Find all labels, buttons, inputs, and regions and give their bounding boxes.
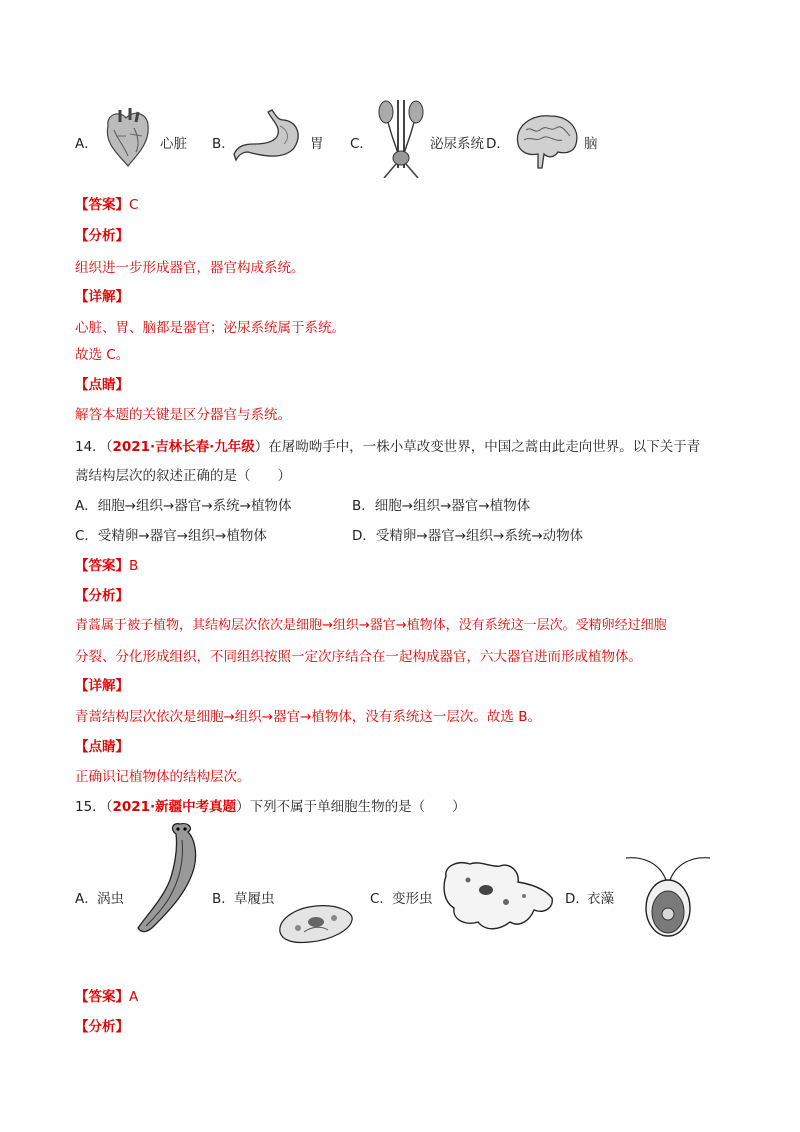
heart-icon	[100, 106, 156, 170]
q14-analysis-line2: 分裂、分化形成组织，不同组织按照一定次序结合在一起构成器官，六大器官进而形成植物体。	[75, 649, 642, 665]
option-a-text: 心脏	[160, 136, 187, 152]
option-a-letter: A．	[75, 136, 98, 152]
q13-answer-row	[75, 193, 138, 213]
q15-answer-row	[75, 985, 138, 1005]
q14-source-open: （	[105, 439, 113, 455]
answer-label: 【答案】	[75, 197, 129, 213]
q13-detail-label: 【详解】	[75, 289, 129, 305]
stomach-icon	[232, 106, 306, 164]
q14-stem-line2: 蒿结构层次的叙述正确的是（ ）	[75, 468, 291, 484]
q14-detail-label: 【详解】	[75, 678, 129, 694]
q13-analysis-text: 组织进一步形成器官，器官构成系统。	[75, 260, 305, 276]
answer-value: B	[129, 558, 139, 574]
chlamydomonas-icon	[622, 850, 714, 942]
urinary-system-icon	[374, 98, 428, 178]
brain-icon	[512, 112, 582, 170]
q15-number: 15．	[75, 799, 106, 815]
q14-number: 14．	[75, 439, 106, 455]
q13-comment-label: 【点睛】	[75, 377, 129, 393]
q15-stem	[75, 795, 466, 815]
option-c-text: 泌尿系统	[430, 136, 484, 152]
option-c-letter: C．	[350, 136, 373, 152]
q14-option-a: A．细胞→组织→器官→系统→植物体	[75, 498, 292, 514]
answer-value: C	[129, 197, 139, 213]
option-b-text: 胃	[310, 136, 324, 152]
q14-analysis-label: 【分析】	[75, 588, 129, 604]
q14-option-b: B．细胞→组织→器官→植物体	[352, 498, 531, 514]
q15-analysis-label: 【分析】	[75, 1019, 129, 1035]
q15-source: 2021·新疆中考真题	[112, 799, 237, 815]
q15-option-b-letter: B．	[212, 891, 235, 907]
q14-stem-text: 在屠呦呦手中，一株小草改变世界，中国之蒿由此走向世界。以下关于青	[268, 439, 701, 455]
q15-source-close: ）	[236, 799, 250, 815]
q15-option-b-text: 草履虫	[234, 891, 275, 907]
q15-option-d-text: 衣藻	[587, 891, 614, 907]
q14-stem-line1	[75, 435, 700, 455]
answer-value: A	[129, 989, 139, 1005]
q15-option-c-letter: C．	[370, 891, 393, 907]
q14-option-d: D．受精卵→器官→组织→系统→动物体	[352, 528, 584, 544]
q15-source-open: （	[105, 799, 113, 815]
paramecium-icon	[276, 902, 356, 944]
q15-option-d-letter: D．	[565, 891, 589, 907]
q14-source: 2021·吉林长春·九年级	[112, 439, 255, 455]
option-d-text: 脑	[584, 136, 598, 152]
q14-answer-row	[75, 554, 138, 574]
q15-option-a-letter: A．	[75, 891, 98, 907]
q13-analysis-label: 【分析】	[75, 228, 129, 244]
planarian-icon	[132, 820, 214, 936]
q14-comment-label: 【点睛】	[75, 739, 129, 755]
q13-detail-line1: 心脏、胃、脑都是器官；泌尿系统属于系统。	[75, 320, 345, 336]
q13-comment-text: 解答本题的关键是区分器官与系统。	[75, 407, 291, 423]
q15-option-a-text: 涡虫	[97, 891, 124, 907]
option-d-letter: D．	[486, 136, 510, 152]
q14-source-close: ）	[254, 439, 269, 455]
answer-label: 【答案】	[75, 558, 129, 574]
q15-option-c-text: 变形虫	[392, 891, 433, 907]
q14-detail-text: 青蒿结构层次依次是细胞→组织→器官→植物体，没有系统这一层次。故选 B。	[75, 709, 541, 725]
q15-stem-text: 下列不属于单细胞生物的是（ ）	[249, 799, 466, 815]
q14-analysis-line1: 青蒿属于被子植物，其结构层次依次是细胞→组织→器官→植物体，没有系统这一层次。受精卵经过细胞	[75, 618, 667, 633]
amoeba-icon	[440, 858, 556, 934]
answer-label: 【答案】	[75, 989, 129, 1005]
q14-comment-text: 正确识记植物体的结构层次。	[75, 769, 251, 785]
option-b-letter: B．	[212, 136, 235, 152]
q13-detail-line2: 故选 C。	[75, 347, 130, 363]
q14-option-c: C．受精卵→器官→组织→植物体	[75, 528, 267, 544]
